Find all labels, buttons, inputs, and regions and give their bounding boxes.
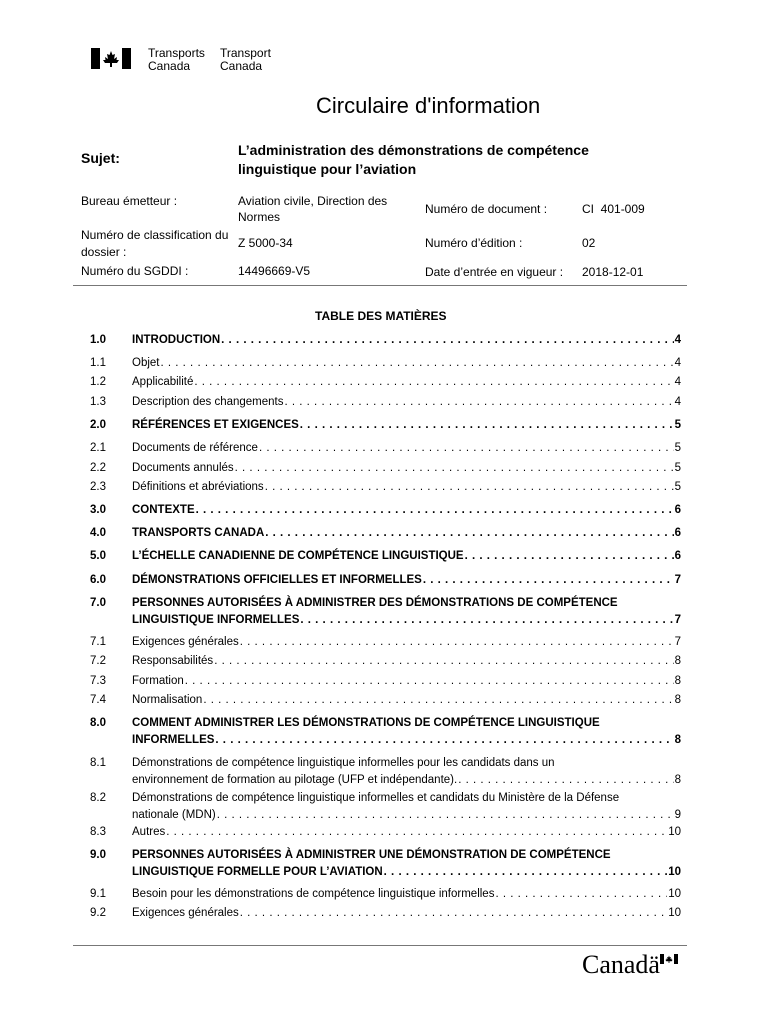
- toc-entry-number: 4.0: [90, 527, 106, 539]
- toc-entry-number: 8.3: [90, 826, 106, 838]
- toc-entry-title-line1: Démonstrations de compétence linguistique informelles pour les candidats dans un: [132, 757, 555, 769]
- toc-entry-title: LINGUISTIQUE FORMELLE POUR L’AVIATION: [132, 866, 383, 878]
- toc-entry-page: 6: [674, 504, 681, 516]
- toc-entry-title: Formation: [132, 675, 184, 687]
- toc-entry-title: Définitions et abréviations: [132, 481, 264, 493]
- toc-entry-number: 3.0: [90, 504, 106, 516]
- toc-entry-title: CONTEXTE: [132, 504, 195, 516]
- toc-entry-title: TRANSPORTS CANADA: [132, 527, 265, 539]
- toc-entry-number: 2.3: [90, 481, 106, 493]
- rdims-value: 14496669-V5: [238, 264, 311, 278]
- rdims-label: Numéro du SGDDI :: [81, 264, 189, 278]
- footer-divider: [73, 945, 687, 946]
- toc-entry-number: 1.3: [90, 396, 106, 408]
- toc-entry-page: 5: [674, 442, 681, 454]
- toc-entry-title: Description des changements: [132, 396, 284, 408]
- department-name-en: Transport Canada: [220, 46, 271, 73]
- toc-entry-title: Exigences générales: [132, 907, 239, 919]
- toc-entry-number: 8.1: [90, 757, 106, 769]
- toc-entry-title-line1: COMMENT ADMINISTRER LES DÉMONSTRATIONS DE COMPÉTENCE LINGUISTIQUE: [132, 717, 600, 729]
- toc-entry-page: 6: [674, 550, 681, 562]
- toc-entry-title: Autres: [132, 826, 166, 838]
- issuing-office-label: Bureau émetteur :: [81, 194, 178, 208]
- toc-entry-page: 4: [674, 357, 681, 369]
- toc-entry-page: 7: [674, 614, 681, 626]
- toc-entry-number: 1.1: [90, 357, 106, 369]
- toc-entry-number: 2.0: [90, 419, 106, 431]
- toc-entry-number: 7.3: [90, 675, 106, 687]
- toc-entry-title: L’ÉCHELLE CANADIENNE DE COMPÉTENCE LINGUISTIQUE: [132, 550, 464, 562]
- toc-entry-page: 6: [674, 527, 681, 539]
- toc-entry-page: 10: [668, 907, 681, 919]
- classification-label: Numéro de classification du dossier :: [81, 228, 229, 259]
- toc-entry-number: 7.1: [90, 636, 106, 648]
- toc-entry-page: 8: [674, 774, 681, 786]
- toc-entry-title: Besoin pour les démonstrations de compétence linguistique informelles: [132, 888, 495, 900]
- toc-entry-title: INTRODUCTION: [132, 334, 221, 346]
- toc-entry-title-line1: PERSONNES AUTORISÉES À ADMINISTRER DES DÉMONSTRATIONS DE COMPÉTENCE: [132, 597, 618, 609]
- toc-entry-title-line1: PERSONNES AUTORISÉES À ADMINISTRER UNE DÉMONSTRATION DE COMPÉTENCE: [132, 849, 611, 861]
- toc-entry-title: RÉFÉRENCES ET EXIGENCES: [132, 419, 299, 431]
- canada-wordmark-flag-icon: [660, 954, 678, 964]
- toc-entry-page: 9: [674, 809, 681, 821]
- toc-entry-page: 8: [674, 694, 681, 706]
- document-number-label: Numéro de document :: [425, 202, 548, 216]
- header-divider: [73, 285, 687, 286]
- subject-label: Sujet:: [81, 150, 120, 166]
- toc-entry-page: 8: [674, 675, 681, 687]
- toc-entry-number: 1.2: [90, 376, 106, 388]
- toc-entry-page: 10: [668, 826, 681, 838]
- toc-entry-title: Objet: [132, 357, 160, 369]
- toc-entry-title: Documents de référence: [132, 442, 258, 454]
- subject-text: L’administration des démonstrations de compétence linguistique pour l’aviation: [238, 142, 589, 177]
- toc-entry-number: 2.2: [90, 462, 106, 474]
- toc-entry-page: 4: [674, 376, 681, 388]
- toc-title: TABLE DES MATIÈRES: [315, 309, 447, 323]
- toc-entry-number: 8.2: [90, 792, 106, 804]
- toc-entry-page: 4: [674, 334, 681, 346]
- toc-entry-number: 9.1: [90, 888, 106, 900]
- document-type-title: Circulaire d'information: [316, 93, 541, 118]
- toc-entry-title: environnement de formation au pilotage (UFP et indépendante).: [132, 774, 458, 786]
- effective-date-value: 2018-12-01: [582, 265, 644, 279]
- toc-entry-number: 6.0: [90, 574, 106, 586]
- toc-entry-title: nationale (MDN): [132, 809, 216, 821]
- toc-entry-title: Applicabilité: [132, 376, 194, 388]
- toc-entry-number: 9.2: [90, 907, 106, 919]
- edition-value: 02: [582, 236, 596, 250]
- toc-entry-page: 10: [668, 866, 681, 878]
- toc-entry-title: LINGUISTIQUE INFORMELLES: [132, 614, 300, 626]
- canada-flag-icon: [91, 48, 131, 69]
- toc-entry-title-line1: Démonstrations de compétence linguistique informelles et candidats du Ministère de la Défense: [132, 792, 620, 804]
- canada-wordmark: Canadä: [582, 950, 660, 979]
- toc-entry-number: 5.0: [90, 550, 106, 562]
- toc-entry-page: 7: [674, 574, 681, 586]
- toc-entry-number: 7.2: [90, 655, 106, 667]
- toc-entry-title: Documents annulés: [132, 462, 234, 474]
- toc-entry-number: 1.0: [90, 334, 106, 346]
- department-name-fr: Transports Canada: [148, 46, 205, 73]
- toc-entry-page: 5: [674, 419, 681, 431]
- effective-date-label: Date d’entrée en vigueur :: [425, 265, 564, 279]
- toc-entry-page: 8: [674, 655, 681, 667]
- toc-entry-page: 5: [674, 462, 681, 474]
- classification-value: Z 5000-34: [238, 236, 293, 250]
- toc-entry-number: 7.0: [90, 597, 106, 609]
- toc-entry-page: 4: [674, 396, 681, 408]
- toc-entry-page: 7: [674, 636, 681, 648]
- toc-entry-title: Normalisation: [132, 694, 203, 706]
- toc-entry-page: 10: [668, 888, 681, 900]
- toc-entry-page: 8: [674, 734, 681, 746]
- toc-entry-title: Exigences générales: [132, 636, 239, 648]
- issuing-office-value: Aviation civile, Direction des Normes: [238, 194, 388, 224]
- toc-entry-page: 5: [674, 481, 681, 493]
- toc-entry-title: DÉMONSTRATIONS OFFICIELLES ET INFORMELLES: [132, 574, 422, 586]
- toc-entry-number: 8.0: [90, 717, 106, 729]
- toc-entry-title: Responsabilités: [132, 655, 214, 667]
- edition-label: Numéro d’édition :: [425, 236, 523, 250]
- document-number-value: CI 401-009: [582, 202, 645, 216]
- toc-entry-number: 2.1: [90, 442, 106, 454]
- toc-entry-number: 7.4: [90, 694, 106, 706]
- toc-entry-number: 9.0: [90, 849, 106, 861]
- toc-entry-title: INFORMELLES: [132, 734, 215, 746]
